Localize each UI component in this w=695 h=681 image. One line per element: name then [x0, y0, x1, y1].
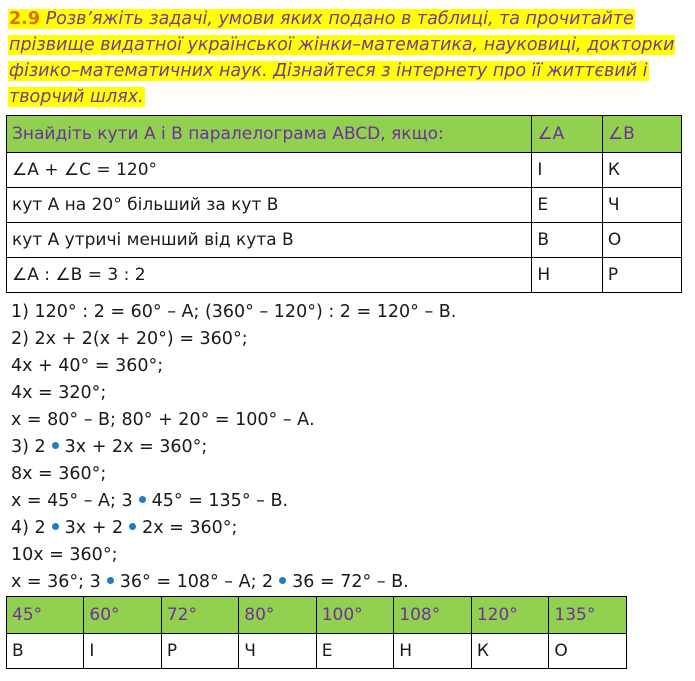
- letter-a-cell: Е: [532, 188, 602, 223]
- letter-a-cell: І: [532, 153, 602, 188]
- solution-line: [11, 380, 456, 407]
- solution-line: [11, 407, 456, 434]
- letter-cell: Е: [316, 634, 394, 669]
- solution-line: [11, 488, 456, 515]
- solution-text: 3x + 2x = 360°;: [64, 437, 208, 457]
- table-row: [7, 223, 682, 258]
- letter-b-cell: К: [602, 153, 681, 188]
- condition-cell: кут А утричі менший від кута В: [7, 223, 532, 258]
- solution-text: 2x = 360°;: [142, 518, 238, 538]
- solution-text: 45° = 135° – В.: [151, 491, 289, 511]
- problem-table: [6, 115, 682, 293]
- letter-cell: О: [549, 634, 627, 669]
- condition-cell: кут А на 20° більший за кут В: [7, 188, 532, 223]
- angle-cell: 135°: [549, 597, 627, 634]
- solution-text: x = 36°; 3: [11, 572, 101, 592]
- problem-header-condition: Знайдіть кути А і В паралелограма ABCD, якщо:: [7, 116, 532, 153]
- letter-cell: І: [84, 634, 161, 669]
- multiplication-dot-icon: [129, 523, 136, 530]
- solution-text: 36 = 72° – В.: [292, 572, 409, 592]
- condition-cell: ∠A + ∠C = 120°: [7, 153, 532, 188]
- solution-line: [11, 569, 456, 596]
- letter-cell: Р: [161, 634, 238, 669]
- solution-text: 36° = 108° – А; 2: [119, 572, 274, 592]
- multiplication-dot-icon: [139, 496, 146, 503]
- task-number: 2.9: [9, 9, 41, 29]
- angle-cell: 120°: [471, 597, 549, 634]
- multiplication-dot-icon: [107, 577, 114, 584]
- solution-line: [11, 353, 456, 380]
- task-statement: [8, 6, 688, 110]
- solution-text: 3x + 2: [64, 518, 124, 538]
- solution-text: 1) 120° : 2 = 60° – А; (360° – 120°) : 2 = 120° – В.: [11, 302, 457, 322]
- angle-cell: 100°: [316, 597, 394, 634]
- answer-angles-row: [7, 597, 627, 634]
- angle-cell: 60°: [84, 597, 161, 634]
- letter-b-cell: О: [602, 223, 681, 258]
- angle-cell: 108°: [394, 597, 472, 634]
- letter-b-cell: Р: [602, 258, 681, 293]
- angle-cell: 45°: [7, 597, 84, 634]
- solution-text: x = 80° – В; 80° + 20° = 100° – А.: [11, 410, 315, 430]
- table-row: [7, 258, 682, 293]
- solution-text: 4x + 40° = 360°;: [11, 356, 164, 376]
- letter-cell: В: [7, 634, 84, 669]
- problem-header-angle-b: ∠B: [602, 116, 681, 153]
- solution-line: [11, 434, 456, 461]
- solution-text: 4x = 320°;: [11, 383, 107, 403]
- solution-text: 2) 2x + 2(x + 20°) = 360°;: [11, 329, 248, 349]
- angle-cell: 80°: [239, 597, 316, 634]
- letter-cell: К: [471, 634, 549, 669]
- letter-a-cell: В: [532, 223, 602, 258]
- answer-letters-row: [7, 634, 627, 669]
- solution-line: [11, 326, 456, 353]
- letter-b-cell: Ч: [602, 188, 681, 223]
- solution: [11, 299, 456, 596]
- solution-line: [11, 515, 456, 542]
- solution-text: x = 45° – А; 3: [11, 491, 133, 511]
- problem-header-angle-a: ∠A: [532, 116, 602, 153]
- letter-cell: Н: [394, 634, 472, 669]
- condition-cell: ∠A : ∠B = 3 : 2: [7, 258, 532, 293]
- solution-line: [11, 542, 456, 569]
- solution-text: 10x = 360°;: [11, 545, 118, 565]
- task-text: Розв’яжіть задачі, умови яких подано в таблиці, та прочитайте прізвище видатної української жінки–математика, науковиці, докторки фізико–математичних наук. Дізнайтеся з інтернету про її життєвий і творчий шлях.: [9, 9, 675, 107]
- multiplication-dot-icon: [52, 523, 59, 530]
- table-row: [7, 153, 682, 188]
- solution-line: [11, 299, 456, 326]
- letter-cell: Ч: [239, 634, 316, 669]
- solution-text: 8x = 360°;: [11, 464, 107, 484]
- problem-table-header: [7, 116, 682, 153]
- table-row: [7, 188, 682, 223]
- answer-table: [6, 596, 627, 669]
- angle-cell: 72°: [161, 597, 238, 634]
- solution-text: 3) 2: [11, 437, 46, 457]
- solution-text: 4) 2: [11, 518, 46, 538]
- multiplication-dot-icon: [279, 577, 286, 584]
- solution-line: [11, 461, 456, 488]
- letter-a-cell: Н: [532, 258, 602, 293]
- multiplication-dot-icon: [52, 442, 59, 449]
